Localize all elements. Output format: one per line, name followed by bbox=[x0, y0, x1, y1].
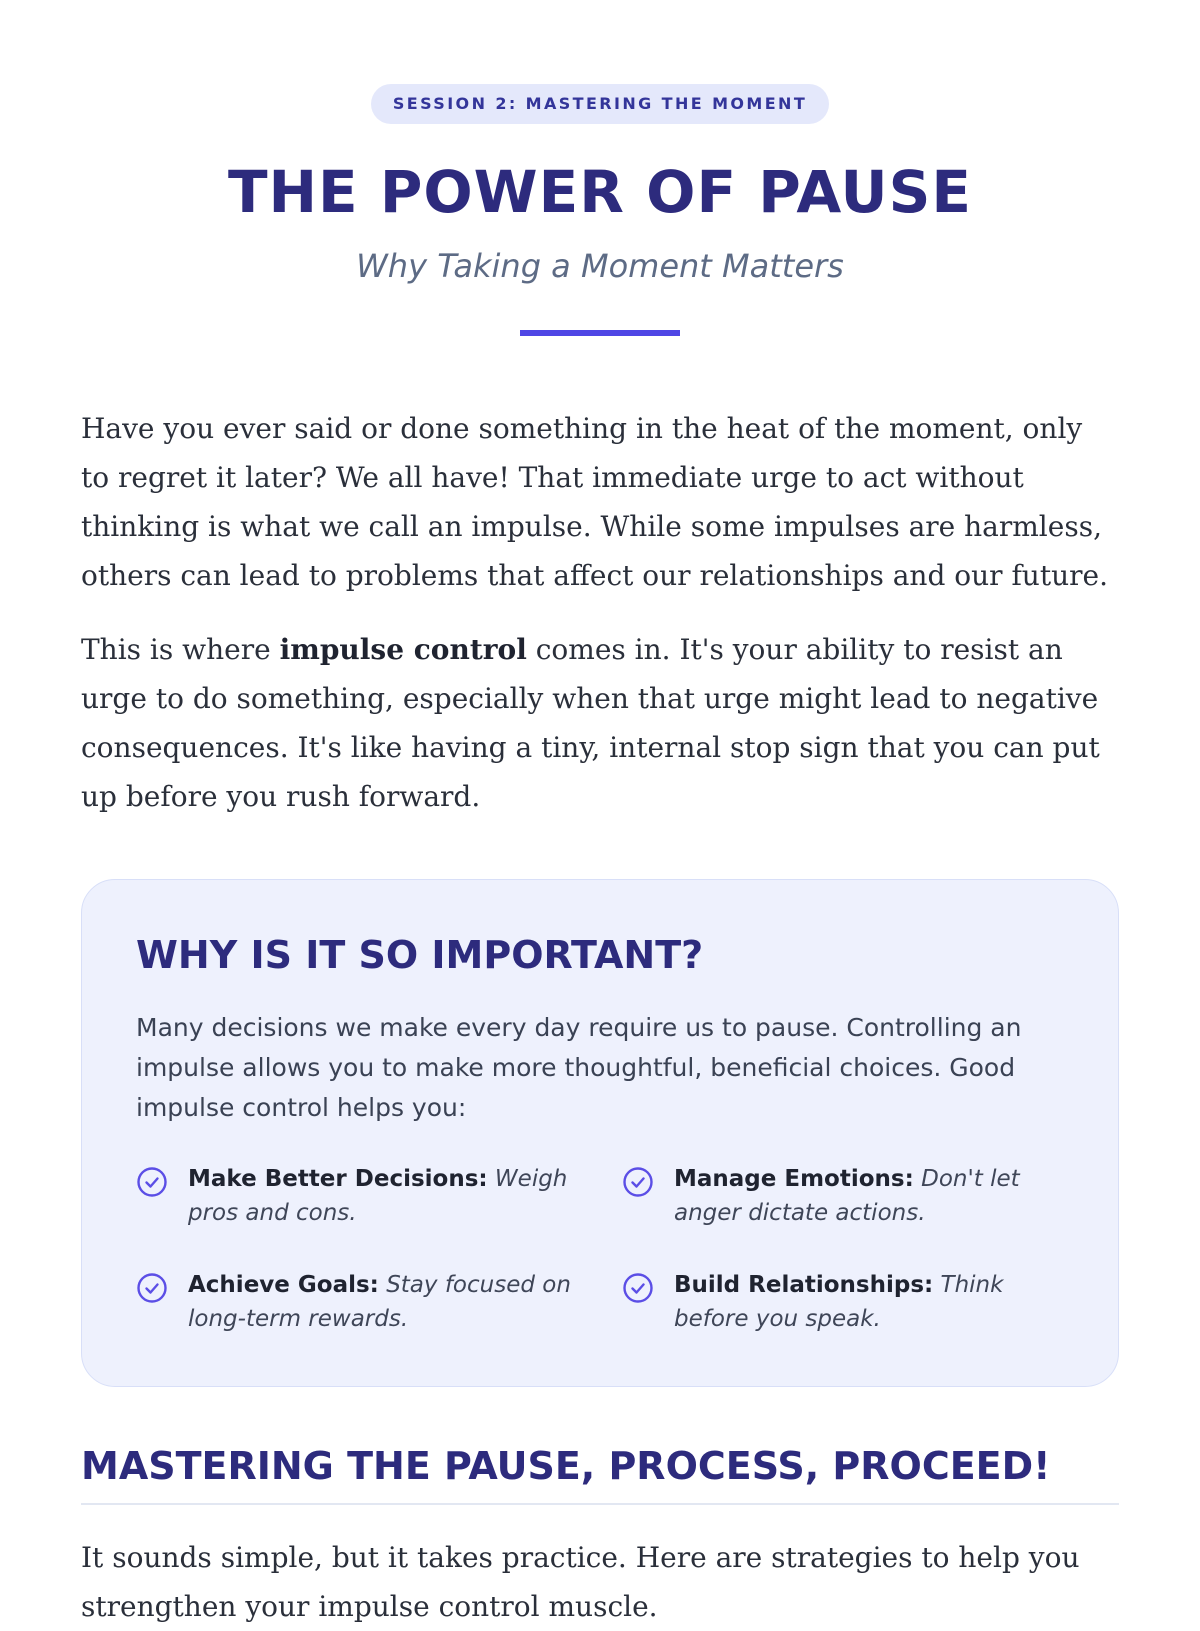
benefit-item bbox=[136, 1162, 622, 1230]
intro-paragraph-2-end: comes in. It's your ability to resist an urge to do something, especially when that urge might lead to negative consequences. It's like having a tiny, internal stop sign that you can put up before you rush forward. bbox=[81, 633, 1100, 813]
benefit-description: Weigh pros and cons. bbox=[188, 1166, 568, 1226]
benefit-label: Manage Emotions: bbox=[674, 1166, 914, 1192]
check-circle-icon bbox=[622, 1272, 654, 1304]
check-circle-icon bbox=[136, 1166, 168, 1198]
session-badge: SESSION 2: MASTERING THE MOMENT bbox=[371, 84, 829, 124]
page-title: THE POWER OF PAUSE bbox=[227, 158, 973, 226]
benefit-text bbox=[188, 1162, 622, 1230]
check-circle-icon bbox=[622, 1166, 654, 1198]
mastering-paragraph: It sounds simple, but it takes practice. Here are strategies to help you strengthen your impulse control muscle. bbox=[81, 1541, 1080, 1623]
benefit-label: Make Better Decisions: bbox=[188, 1166, 488, 1192]
benefit-item bbox=[136, 1268, 622, 1336]
importance-title: WHY IS IT SO IMPORTANT? bbox=[136, 933, 704, 977]
benefit-item bbox=[622, 1162, 1064, 1230]
benefit-label: Achieve Goals: bbox=[188, 1272, 379, 1298]
intro-paragraph-2 bbox=[81, 625, 1119, 821]
importance-body: Many decisions we make every day require us to pause. Controlling an impulse allows you to make more thoughtful, beneficial choices. Good impulse control helps you: bbox=[136, 1013, 1022, 1122]
intro-paragraph-2-start: This is where bbox=[81, 633, 280, 666]
header bbox=[0, 0, 1200, 336]
benefit-item bbox=[622, 1268, 1064, 1336]
benefit-text bbox=[674, 1268, 1064, 1336]
content bbox=[0, 404, 1200, 1631]
title-divider bbox=[520, 330, 680, 336]
benefit-description: Don't let anger dictate actions. bbox=[674, 1166, 1020, 1226]
impulse-control-term: impulse control bbox=[279, 633, 527, 666]
benefit-text bbox=[674, 1162, 1064, 1230]
benefit-description: Stay focused on long-term rewards. bbox=[188, 1272, 571, 1332]
benefit-label: Build Relationships: bbox=[674, 1272, 934, 1298]
benefit-text bbox=[188, 1268, 622, 1336]
benefits-list bbox=[136, 1162, 1064, 1336]
page-subtitle: Why Taking a Moment Matters bbox=[356, 247, 844, 285]
check-circle-icon bbox=[136, 1272, 168, 1304]
intro-paragraph-1: Have you ever said or done something in the heat of the moment, only to regret it later? We all have! That immediate urge to act without thinking is what we call an impulse. While some impulses are harmless, others can lead to problems that affect our relationships and our future. bbox=[81, 412, 1108, 592]
mastering-section-title: MASTERING THE PAUSE, PROCESS, PROCEED! bbox=[81, 1443, 1119, 1505]
benefit-description: Think before you speak. bbox=[674, 1272, 1004, 1332]
importance-card bbox=[81, 879, 1119, 1387]
